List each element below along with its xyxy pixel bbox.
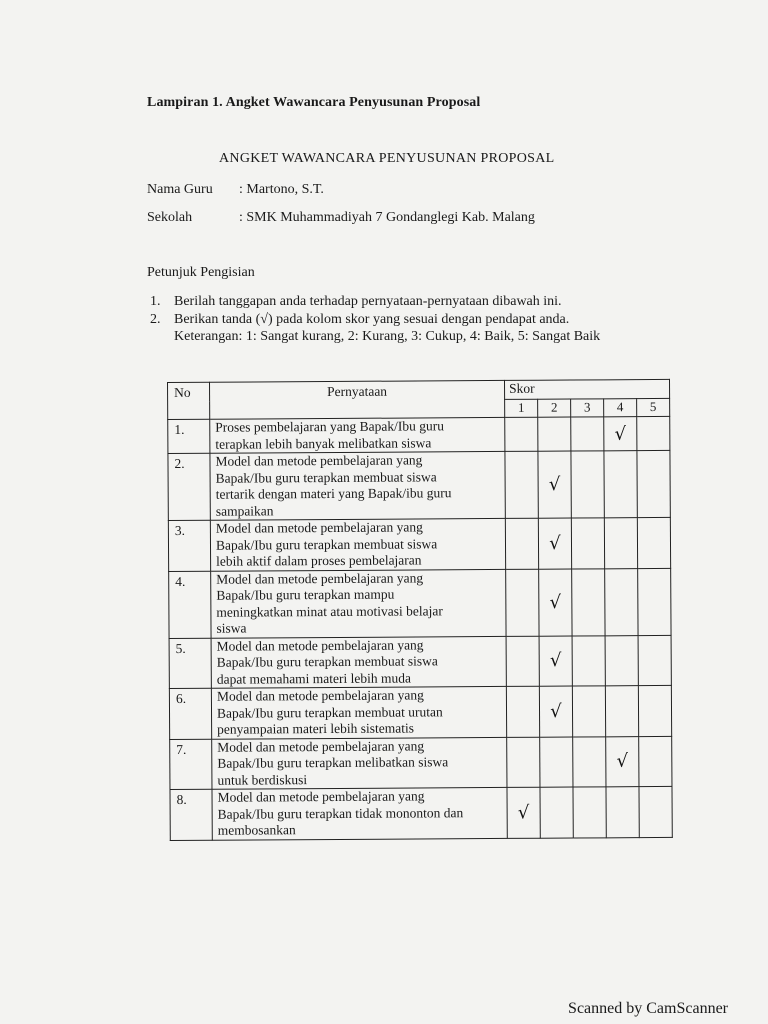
statement-line: Model dan metode pembelajaran yang — [215, 452, 423, 469]
teacher-name-value: : Martono, S.T. — [239, 182, 324, 197]
row-number: 1. — [168, 419, 210, 453]
statement-cell — [210, 417, 505, 453]
score-cell-2[interactable] — [540, 737, 573, 788]
score-header-4: 4 — [604, 399, 637, 417]
score-cell-5[interactable] — [637, 416, 670, 450]
table-row — [168, 450, 670, 520]
table-row — [170, 786, 672, 840]
questionnaire-title: ANGKET WAWANCARA PENYUSUNAN PROPOSAL — [219, 151, 555, 166]
check-mark-icon: √ — [549, 650, 562, 672]
statement-line: membosankan — [217, 822, 296, 838]
check-mark-icon: √ — [549, 591, 562, 613]
statement-line: Model dan metode pembelajaran yang — [216, 636, 424, 654]
score-cell-1[interactable] — [506, 636, 539, 687]
statement-line: siswa — [216, 620, 247, 636]
score-cell-5[interactable] — [639, 736, 672, 787]
score-cell-4[interactable] — [606, 736, 639, 787]
scanner-watermark: Scanned by CamScanner — [568, 1000, 728, 1017]
score-cell-5[interactable] — [638, 685, 671, 736]
statement-line: Bapak/Ibu guru terapkan tidak mononton dan — [217, 804, 464, 822]
score-cell-4[interactable] — [606, 787, 639, 838]
score-cell-1[interactable] — [505, 451, 538, 518]
statement-cell — [210, 518, 505, 570]
statement-line: Proses pembelajaran yang Bapak/Ibu guru — [215, 418, 445, 435]
instruction-number: 2. — [150, 312, 161, 327]
col-header-no: No — [168, 382, 210, 419]
check-mark-icon: √ — [616, 750, 629, 773]
statement-line: Bapak/Ibu guru terapkan membuat urutan — [216, 703, 443, 721]
table-row — [169, 568, 671, 638]
statement-line: untuk berdiskusi — [217, 771, 308, 788]
row-number: 3. — [168, 520, 210, 571]
score-cell-3[interactable] — [572, 635, 605, 686]
row-number: 2. — [168, 453, 210, 520]
score-cell-3[interactable] — [571, 417, 604, 451]
instruction-text: Berikan tanda (√) pada kolom skor yang sesuai dengan pendapat anda. — [174, 312, 570, 327]
statement-line: Model dan metode pembelajaran yang — [216, 569, 424, 587]
instruction-item — [150, 294, 562, 310]
table-row — [169, 685, 671, 739]
score-cell-3[interactable] — [572, 568, 605, 635]
col-header-statement: Pernyataan — [210, 380, 505, 419]
score-cell-2[interactable] — [538, 417, 571, 451]
row-number: 6. — [169, 688, 211, 739]
statement-cell — [212, 737, 507, 789]
questionnaire-table — [167, 379, 673, 841]
score-cell-4[interactable] — [604, 417, 637, 451]
statement-cell — [212, 787, 507, 839]
statement-line: Model dan metode pembelajaran yang — [217, 788, 425, 805]
statement-line: Model dan metode pembelajaran yang — [215, 519, 423, 536]
score-cell-4[interactable] — [605, 635, 638, 686]
score-cell-5[interactable] — [638, 635, 671, 686]
statement-line: dapat memahami materi lebih muda — [216, 670, 412, 687]
statement-cell — [210, 451, 505, 520]
statement-line: Bapak/Ibu guru terapkan melibatkan siswa — [217, 754, 449, 771]
statement-line: penyampaian materi lebih sistematis — [217, 720, 414, 737]
score-cell-1[interactable] — [507, 737, 540, 788]
score-cell-1[interactable] — [505, 417, 538, 451]
table-row — [168, 517, 670, 571]
score-cell-4[interactable] — [604, 518, 637, 569]
check-mark-icon: √ — [549, 532, 561, 554]
statement-line: meningkatkan minat atau motivasi belajar — [216, 602, 443, 620]
score-cell-3[interactable] — [573, 736, 606, 787]
statement-line: sampaikan — [215, 502, 274, 519]
check-mark-icon: √ — [614, 423, 627, 445]
row-number: 5. — [169, 638, 211, 689]
score-cell-2[interactable] — [538, 451, 571, 518]
score-cell-1[interactable] — [506, 686, 539, 737]
row-number: 4. — [169, 571, 211, 638]
instruction-text: Berilah tanggapan anda terhadap pernyataan-pernyataan dibawah ini. — [174, 294, 562, 309]
check-mark-icon: √ — [550, 700, 562, 722]
score-cell-2[interactable] — [539, 636, 572, 687]
instructions-title: Petunjuk Pengisian — [147, 265, 255, 280]
score-header-5: 5 — [637, 398, 670, 416]
score-cell-5[interactable] — [637, 517, 670, 568]
statement-line: Bapak/Ibu guru terapkan membuat siswa — [215, 468, 437, 486]
instruction-number: 1. — [150, 294, 161, 309]
teacher-name-label: Nama Guru — [147, 182, 213, 197]
score-cell-5[interactable] — [638, 568, 671, 635]
row-number: 7. — [170, 739, 212, 790]
score-legend: Keterangan: 1: Sangat kurang, 2: Kurang, 3: Cukup, 4: Baik, 5: Sangat Baik — [174, 329, 601, 344]
statement-cell — [211, 636, 506, 688]
score-header-3: 3 — [571, 399, 604, 417]
score-cell-4[interactable] — [605, 686, 638, 737]
table-row — [168, 416, 670, 453]
school-value: : SMK Muhammadiyah 7 Gondanglegi Kab. Malang — [239, 210, 535, 225]
score-header-2: 2 — [538, 399, 571, 417]
statement-cell — [211, 686, 506, 738]
score-cell-3[interactable] — [571, 518, 604, 569]
statement-line: tertarik dengan materi yang Bapak/ibu guru — [215, 485, 452, 502]
score-cell-2[interactable] — [539, 569, 572, 636]
score-cell-1[interactable] — [507, 787, 540, 838]
check-mark-icon: √ — [548, 474, 561, 496]
col-header-score: Skor — [504, 379, 669, 399]
check-mark-icon: √ — [517, 802, 530, 824]
score-cell-2[interactable] — [540, 787, 573, 838]
statement-line: Model dan metode pembelajaran yang — [217, 737, 425, 755]
statement-line: Bapak/Ibu guru terapkan membuat siswa — [216, 653, 438, 670]
school-label: Sekolah — [147, 210, 193, 225]
table-row — [170, 736, 672, 790]
score-cell-2[interactable] — [539, 686, 572, 737]
row-number: 8. — [170, 789, 212, 840]
score-cell-3[interactable] — [572, 686, 605, 737]
statement-cell — [211, 569, 506, 638]
appendix-heading: Lampiran 1. Angket Wawancara Penyusunan Proposal — [147, 95, 481, 110]
score-cell-3[interactable] — [573, 787, 606, 838]
score-cell-2[interactable] — [538, 518, 571, 569]
score-cell-5[interactable] — [639, 786, 672, 837]
table-row — [169, 635, 671, 689]
score-cell-5[interactable] — [637, 450, 670, 517]
statement-line: lebih aktif dalam proses pembelajaran — [216, 552, 422, 569]
score-cell-3[interactable] — [571, 451, 604, 518]
score-cell-4[interactable] — [605, 568, 638, 635]
statement-line: Model dan metode pembelajaran yang — [216, 687, 424, 704]
score-cell-1[interactable] — [505, 518, 538, 569]
score-header-1: 1 — [505, 399, 538, 417]
score-cell-4[interactable] — [604, 451, 637, 518]
score-cell-1[interactable] — [506, 569, 539, 636]
statement-line: Bapak/Ibu guru terapkan mampu — [216, 586, 395, 603]
instruction-item — [150, 312, 569, 328]
statement-line: terapkan lebih banyak melibatkan siswa — [215, 434, 432, 452]
statement-line: Bapak/Ibu guru terapkan membuat siswa — [215, 535, 438, 553]
